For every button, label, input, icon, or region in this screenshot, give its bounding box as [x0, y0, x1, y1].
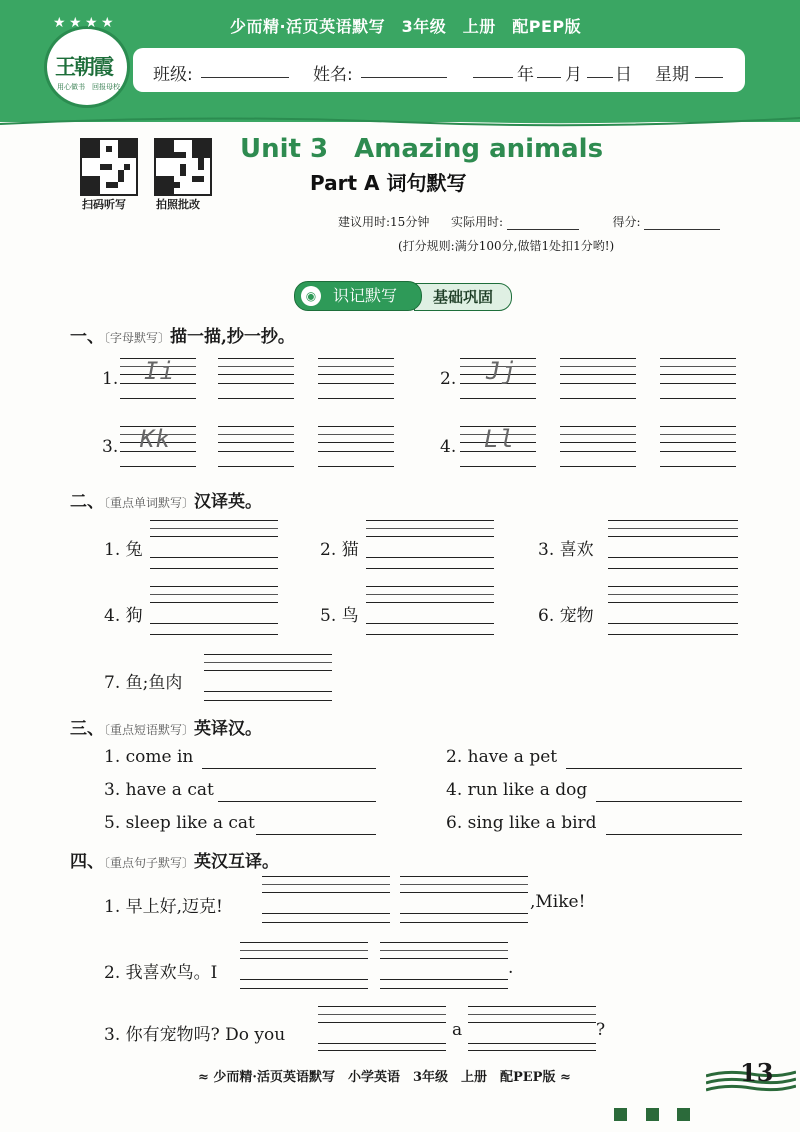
- answer-line[interactable]: [596, 801, 742, 802]
- badge-left: [294, 281, 422, 311]
- phrase-item: 5. sleep like a cat: [104, 813, 255, 833]
- grid-baseline: [318, 466, 394, 467]
- section-number: 四、: [70, 852, 104, 872]
- phrase-item: 1. come in: [104, 747, 194, 767]
- trace-letters-ii: Ii: [144, 357, 175, 385]
- grid-baseline: [240, 988, 368, 989]
- word-item-like: 3. 喜欢: [538, 540, 594, 560]
- section-3-heading: [70, 714, 262, 739]
- answer-blank[interactable]: [468, 1006, 596, 1044]
- sentence-end-1: ,Mike!: [530, 892, 586, 912]
- answer-line[interactable]: [218, 801, 376, 802]
- word-item-pet: 6. 宠物: [538, 606, 594, 626]
- day-field[interactable]: [587, 58, 613, 78]
- trace-letters-kk: Kk: [140, 425, 171, 453]
- section-number: 一、: [70, 327, 104, 347]
- grid-baseline: [150, 634, 278, 635]
- suggested-time: 建议用时:15分钟: [338, 215, 430, 229]
- trace-letters-jj: Jj: [486, 357, 517, 385]
- student-info-box: [133, 48, 745, 92]
- grid-baseline: [660, 466, 736, 467]
- star-icon: ★: [53, 15, 66, 31]
- writing-grid[interactable]: [560, 358, 636, 384]
- section-tag: 〔重点单词默写〕: [104, 496, 195, 510]
- letter-item-3: 3.: [102, 437, 119, 457]
- grid-baseline: [560, 466, 636, 467]
- grid-baseline: [204, 700, 332, 701]
- memo-icon: ◉: [301, 286, 321, 306]
- section-number: 二、: [70, 492, 104, 512]
- badge-right-label: 基础巩固: [433, 288, 494, 306]
- weekday-label: 星期: [655, 65, 689, 85]
- word-item-cat: 2. 猫: [320, 540, 359, 560]
- qr-caption-listen: 扫码听写: [82, 198, 126, 211]
- writing-grid[interactable]: [218, 358, 294, 384]
- page-number: 13: [740, 1058, 774, 1087]
- answer-blank[interactable]: [318, 1006, 446, 1044]
- word-item-fish: 7. 鱼;鱼肉: [104, 673, 183, 693]
- word-item-bird: 5. 鸟: [320, 606, 359, 626]
- badge-left-label: 识记默写: [333, 286, 398, 305]
- section-title: 英汉互译。: [194, 852, 280, 872]
- grid-baseline: [660, 398, 736, 399]
- score-label: 得分:: [612, 215, 641, 229]
- section-title: 汉译英。: [194, 492, 263, 512]
- section-badge: [294, 281, 514, 311]
- star-icon: ★: [101, 15, 114, 31]
- logo-subtitle: 用心做书 回报母校: [57, 83, 120, 91]
- weekday-field[interactable]: [695, 58, 723, 78]
- decor-square: [646, 1108, 659, 1121]
- answer-line[interactable]: [202, 768, 376, 769]
- grid-baseline: [150, 568, 278, 569]
- phrase-item: 6. sing like a bird: [446, 813, 597, 833]
- answer-blank[interactable]: [240, 942, 368, 980]
- answer-blank[interactable]: [608, 520, 738, 558]
- sentence-prompt-2: 2. 我喜欢鸟。I: [104, 963, 218, 983]
- sentence-mid-3: a: [452, 1020, 463, 1040]
- actual-time-label: 实际用时:: [450, 215, 504, 229]
- name-field[interactable]: [361, 58, 447, 78]
- qr-code-grade[interactable]: [154, 138, 212, 196]
- class-field[interactable]: [201, 58, 289, 78]
- class-label: 班级:: [153, 65, 193, 85]
- writing-grid[interactable]: [318, 358, 394, 384]
- phrase-item: 3. have a cat: [104, 780, 214, 800]
- letter-item-2: 2.: [440, 369, 457, 389]
- grid-baseline: [318, 398, 394, 399]
- writing-grid[interactable]: [218, 426, 294, 452]
- grid-baseline: [608, 568, 738, 569]
- decor-square: [677, 1108, 690, 1121]
- word-item-rabbit: 1. 兔: [104, 540, 143, 560]
- name-label: 姓名:: [313, 65, 353, 85]
- grid-baseline: [218, 398, 294, 399]
- part-title: Part A 词句默写: [310, 171, 467, 195]
- scoring-rule: (打分规则:满分100分,做错1处扣1分哟!): [398, 239, 615, 253]
- section-1-heading: [70, 322, 295, 347]
- section-4-heading: [70, 847, 279, 872]
- decor-square: [614, 1108, 627, 1121]
- score-field[interactable]: [644, 217, 720, 230]
- answer-blank[interactable]: [400, 876, 528, 914]
- grid-baseline: [460, 398, 536, 399]
- header-title: 少而精·活页英语默写 3年级 上册 配PEP版: [230, 17, 582, 36]
- grid-baseline: [460, 466, 536, 467]
- sentence-end-3: ?: [596, 1020, 606, 1040]
- sentence-prompt-1: 1. 早上好,迈克!: [104, 897, 223, 917]
- section-title: 描一描,抄一抄。: [170, 327, 295, 347]
- writing-grid[interactable]: [318, 426, 394, 452]
- answer-line[interactable]: [566, 768, 742, 769]
- star-icon: ★: [85, 15, 98, 31]
- phrase-item: 4. run like a dog: [446, 780, 588, 800]
- answer-blank[interactable]: [204, 654, 332, 692]
- year-label: 年: [517, 65, 534, 85]
- actual-time-field[interactable]: [507, 217, 579, 230]
- grid-baseline: [120, 466, 196, 467]
- section-number: 三、: [70, 719, 104, 739]
- answer-blank[interactable]: [380, 942, 508, 980]
- qr-icon: [156, 140, 210, 194]
- grid-baseline: [262, 922, 390, 923]
- grid-baseline: [218, 466, 294, 467]
- answer-line[interactable]: [606, 834, 742, 835]
- word-item-dog: 4. 狗: [104, 606, 143, 626]
- qr-icon: [82, 140, 136, 194]
- grid-baseline: [120, 398, 196, 399]
- trace-letters-ll: Ll: [484, 425, 515, 453]
- answer-blank[interactable]: [262, 876, 390, 914]
- section-tag: 〔字母默写〕: [104, 331, 171, 345]
- grid-baseline: [400, 922, 528, 923]
- answer-line[interactable]: [256, 834, 376, 835]
- grid-baseline: [318, 1050, 446, 1051]
- section-tag: 〔重点短语默写〕: [104, 723, 195, 737]
- grid-baseline: [560, 398, 636, 399]
- star-icon: ★: [69, 15, 82, 31]
- grid-baseline: [366, 634, 494, 635]
- writing-grid[interactable]: [560, 426, 636, 452]
- day-label: 日: [615, 65, 632, 85]
- qr-caption-grade: 拍照批改: [156, 198, 200, 211]
- answer-blank[interactable]: [150, 586, 278, 624]
- sentence-end-2: .: [508, 958, 514, 978]
- phrase-item: 2. have a pet: [446, 747, 558, 767]
- header-wave: [0, 108, 800, 130]
- section-tag: 〔重点句子默写〕: [104, 856, 195, 870]
- time-score-line: [338, 213, 720, 230]
- month-field[interactable]: [537, 58, 561, 78]
- grid-baseline: [366, 568, 494, 569]
- answer-blank[interactable]: [150, 520, 278, 558]
- year-field[interactable]: [473, 58, 513, 78]
- answer-blank[interactable]: [366, 586, 494, 624]
- answer-blank[interactable]: [366, 520, 494, 558]
- grid-baseline: [608, 634, 738, 635]
- writing-grid[interactable]: [660, 426, 736, 452]
- brand-logo: [44, 15, 130, 108]
- sentence-prompt-3: 3. 你有宠物吗? Do you: [104, 1025, 286, 1045]
- letter-item-1: 1.: [102, 369, 119, 389]
- badge-right: [414, 283, 512, 311]
- writing-grid[interactable]: [660, 358, 736, 384]
- footer-text: ≈ 少而精·活页英语默写 小学英语 3年级 上册 配PEP版 ≈: [198, 1070, 571, 1085]
- letter-item-4: 4.: [440, 437, 457, 457]
- month-label: 月: [565, 65, 582, 85]
- unit-title: Unit 3 Amazing animals: [240, 134, 604, 164]
- grid-baseline: [380, 988, 508, 989]
- grid-baseline: [468, 1050, 596, 1051]
- section-2-heading: [70, 487, 262, 512]
- answer-blank[interactable]: [608, 586, 738, 624]
- logo-text: 王朝霞: [55, 54, 112, 79]
- section-title: 英译汉。: [194, 719, 263, 739]
- qr-code-listen[interactable]: [80, 138, 138, 196]
